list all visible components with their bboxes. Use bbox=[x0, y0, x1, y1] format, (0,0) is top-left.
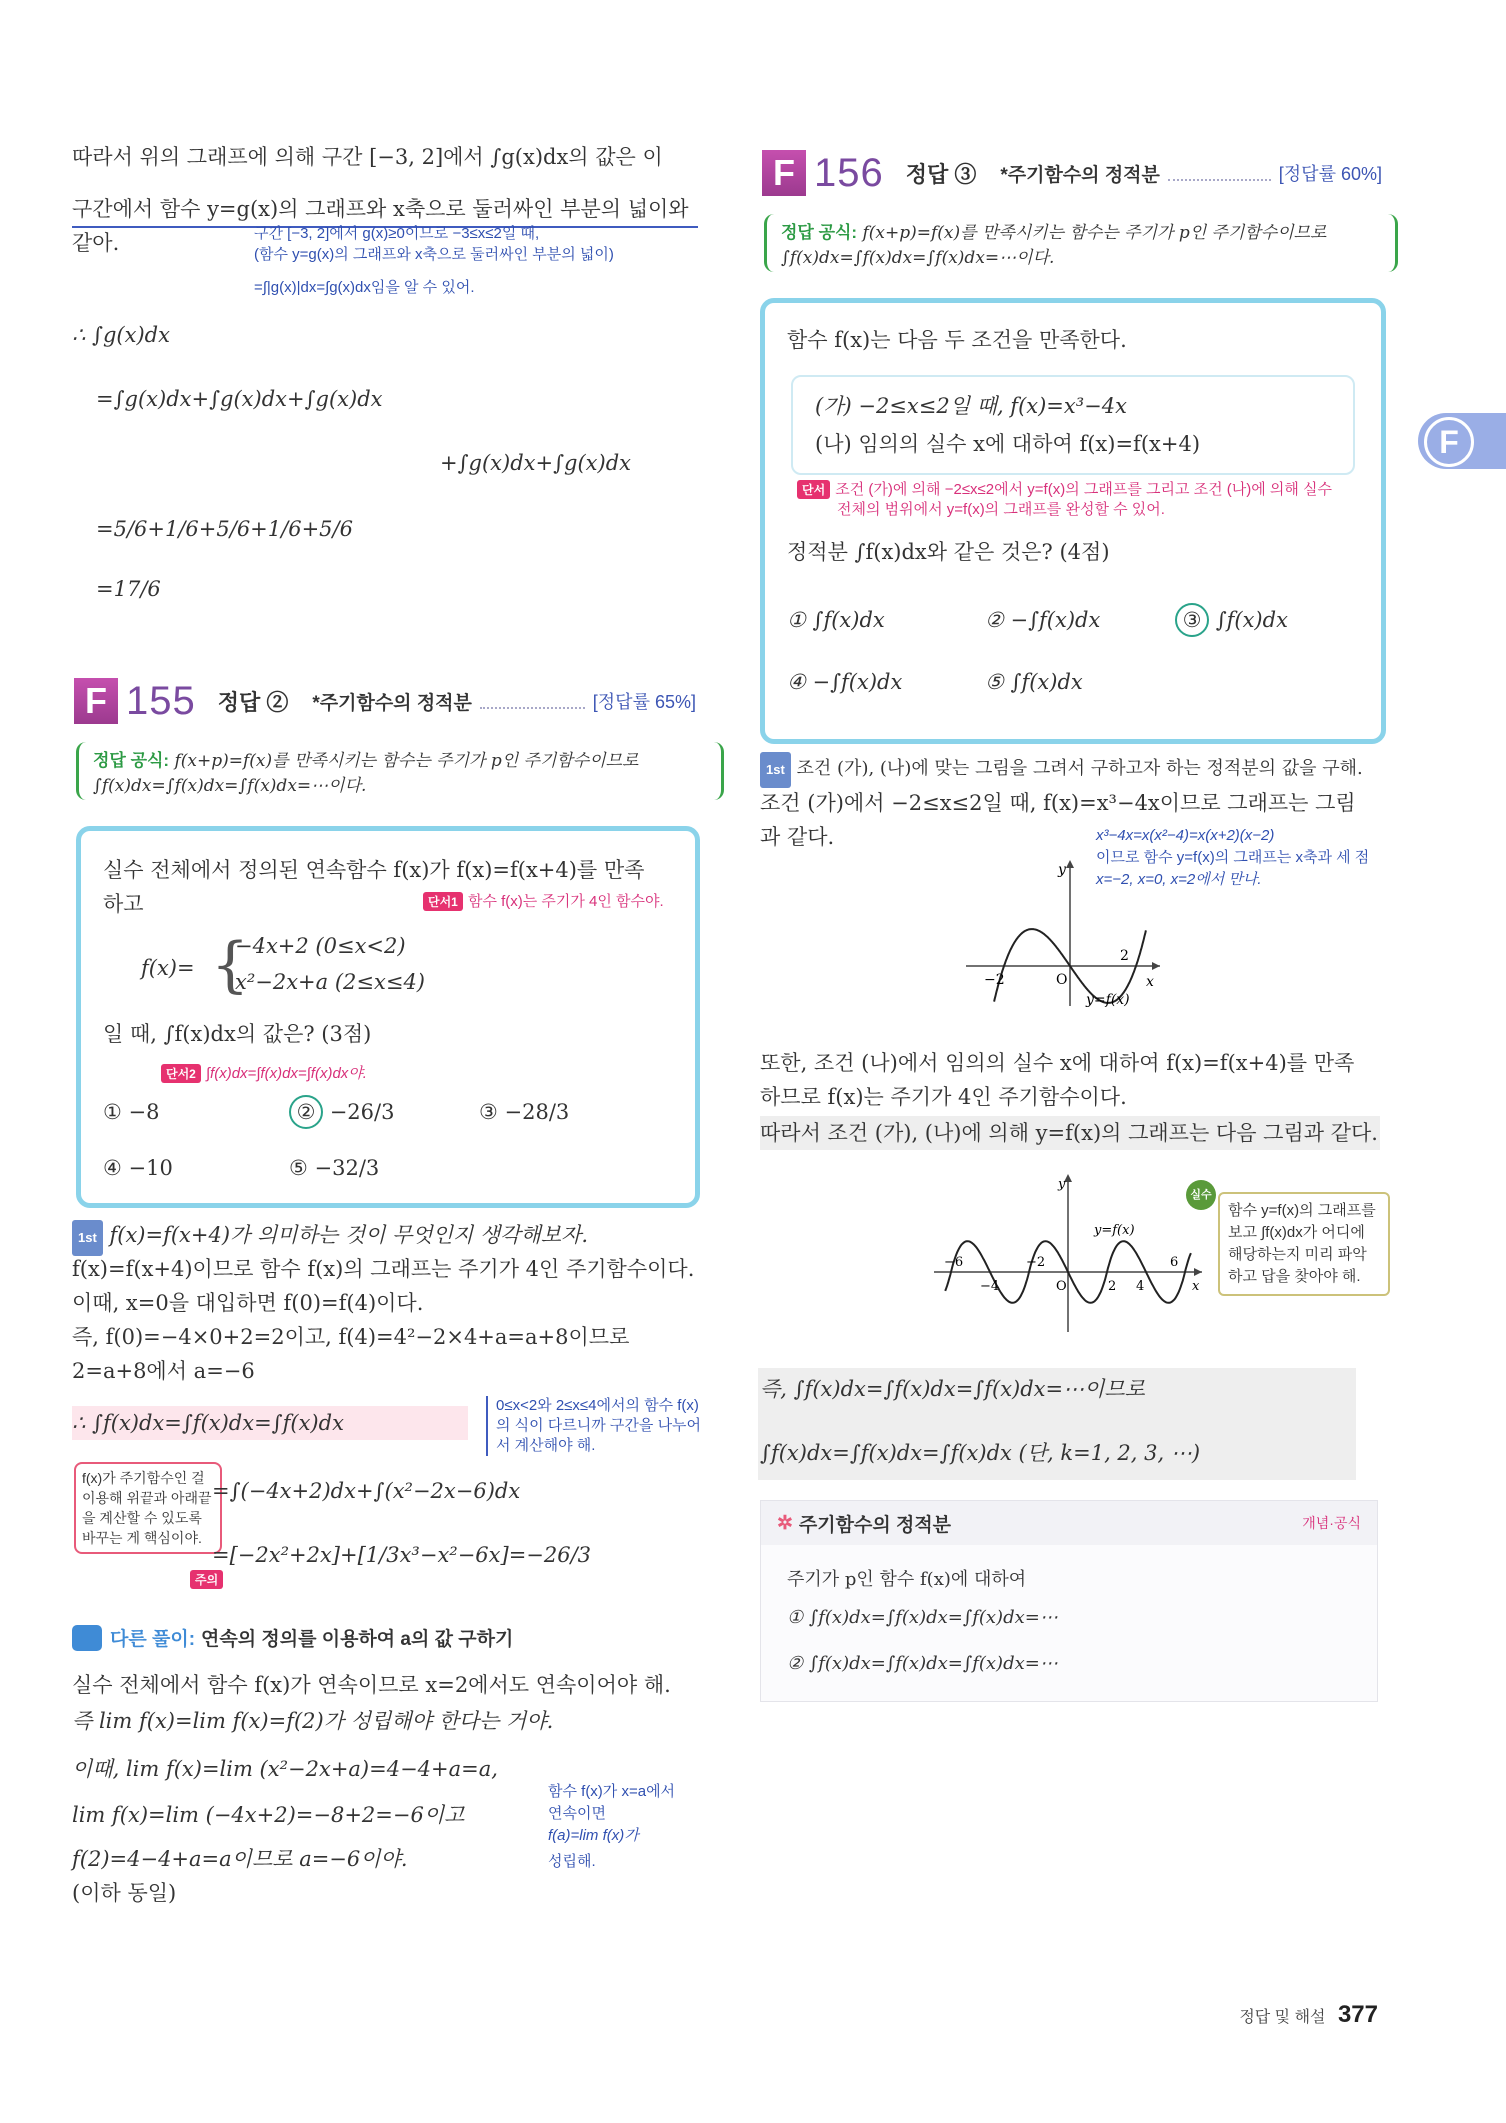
choice-2[interactable]: ② −∫f(x)dx bbox=[985, 608, 1101, 632]
problem-156-header bbox=[762, 148, 1382, 198]
choice-1[interactable]: ① −8 bbox=[103, 1100, 160, 1124]
hint-text-2: 전체의 범위에서 y=f(x)의 그래프를 완성할 수 있어. bbox=[837, 501, 1165, 518]
condition-box bbox=[791, 375, 1355, 475]
alt-line-3: 이때, lim f(x)=lim (x²−2x+a)=4−4+a=a, bbox=[72, 1757, 498, 1781]
alt-line-2: 즉 lim f(x)=lim f(x)=f(2)가 성립해야 한다는 거야. bbox=[72, 1709, 554, 1733]
solution-line-5: 2=a+8에서 a=−6 bbox=[72, 1359, 255, 1383]
hint-tag: 단서 bbox=[797, 480, 830, 499]
solution-line-7: 즉, ∫f(x)dx=∫f(x)dx=∫f(x)dx=⋯이므로 bbox=[760, 1377, 1145, 1401]
formula-label: 정답 공식: bbox=[781, 223, 858, 242]
intro-note-1: 구간 [−3, 2]에서 g(x)≥0이므로 −3≤x≤2일 때, bbox=[254, 225, 540, 242]
concept-tag: 개념·공식 bbox=[1302, 1515, 1361, 1531]
intro-line-1: 따라서 위의 그래프에 의해 구간 [−3, 2]에서 ∫g(x)dx의 값은 이 bbox=[72, 145, 663, 169]
problem-155-header bbox=[74, 676, 696, 726]
alt-line-1: 실수 전체에서 함수 f(x)가 연속이므로 x=2에서도 연속이어야 해. bbox=[72, 1673, 671, 1697]
solution-note-3: x=−2, x=0, x=2에서 만나. bbox=[1096, 871, 1262, 888]
solution-step-1 bbox=[760, 752, 1380, 788]
intro-note-2: (함수 y=g(x)의 그래프와 x축으로 둘러싸인 부분의 넓이) bbox=[254, 246, 614, 263]
x-axis-arrow bbox=[1152, 962, 1160, 970]
choice-1[interactable]: ① ∫f(x)dx bbox=[787, 608, 885, 632]
concept-line-3: ② ∫f(x)dx=∫f(x)dx=∫f(x)dx=⋯ bbox=[787, 1653, 1058, 1674]
answer-label: 정답 ③ bbox=[905, 161, 977, 187]
alt-solution-header bbox=[72, 1624, 513, 1651]
tick-6: 6 bbox=[1170, 1255, 1179, 1270]
warning-note: f(x)가 주기함수인 걸 이용해 위끝과 아래끝을 계산할 수 있도록 바꾸는 게 핵심이야. bbox=[74, 1462, 222, 1554]
problem-flag: F bbox=[74, 678, 118, 724]
tick-4: 4 bbox=[1136, 1279, 1145, 1294]
origin-label: O bbox=[1056, 1279, 1067, 1294]
problem-flag: F bbox=[762, 150, 806, 196]
y-label: y bbox=[1058, 862, 1066, 878]
puzzle-icon bbox=[72, 1625, 102, 1651]
solution-line-5: 하므로 f(x)는 주기가 4인 주기함수이다. bbox=[760, 1085, 1127, 1109]
formula-label: 정답 공식: bbox=[93, 751, 170, 770]
step-text: 조건 (가), (나)에 맞는 그림을 그려서 구하고자 하는 정적분의 값을 구해. bbox=[796, 758, 1363, 779]
hint-text: ∫f(x)dx=∫f(x)dx=∫f(x)dx야. bbox=[205, 1065, 367, 1082]
question-ask: 정적분 ∫f(x)dx와 같은 것은? (4점) bbox=[787, 540, 1110, 564]
step-tag: 1st bbox=[760, 752, 791, 788]
alt-line-4: lim f(x)=lim (−4x+2)=−8+2=−6이고 bbox=[72, 1803, 465, 1827]
alt-note-3: f(a)=lim f(x)가 bbox=[548, 1827, 639, 1844]
hint-tag: 단서2 bbox=[161, 1064, 201, 1083]
calc-line-5: =17/6 bbox=[96, 577, 161, 601]
formula-box-155 bbox=[76, 742, 724, 800]
step-tag: 1st bbox=[72, 1220, 103, 1256]
choice-5[interactable]: ⑤ −32/3 bbox=[289, 1156, 380, 1180]
correct-rate: [정답률 65%] bbox=[592, 692, 696, 712]
step-text: f(x)=f(x+4)가 의미하는 것이 무엇인지 생각해보자. bbox=[109, 1223, 588, 1247]
solution-line-7: =∫(−4x+2)dx+∫(x²−2x−6)dx bbox=[212, 1479, 521, 1503]
tick-2: 2 bbox=[1120, 948, 1129, 964]
hint-2 bbox=[161, 1063, 367, 1084]
hint-text: 함수 f(x)는 주기가 4인 함수야. bbox=[467, 893, 664, 910]
selected-answer-mark: ② bbox=[289, 1095, 323, 1129]
choice-4[interactable]: ④ −∫f(x)dx bbox=[787, 670, 903, 694]
silsu-badge: 실수 bbox=[1186, 1180, 1216, 1210]
concept-box bbox=[760, 1500, 1378, 1702]
choice-2[interactable] bbox=[289, 1095, 394, 1129]
tick-minus2: −2 bbox=[1026, 1255, 1046, 1270]
solution-line-8: ∫f(x)dx=∫f(x)dx=∫f(x)dx (단, k=1, 2, 3, ⋯) bbox=[760, 1441, 1201, 1465]
formula-line-2: ∫f(x)dx=∫f(x)dx=∫f(x)dx=⋯이다. bbox=[93, 776, 367, 796]
formula-box-156 bbox=[764, 214, 1398, 272]
question-box-156 bbox=[760, 298, 1386, 744]
tick-2: 2 bbox=[1108, 1279, 1117, 1294]
choice-2-text: −26/3 bbox=[329, 1100, 395, 1124]
hint-1 bbox=[423, 891, 664, 912]
solution-step-1 bbox=[72, 1218, 712, 1256]
intro-line-2: 구간에서 함수 y=g(x)의 그래프와 x축으로 둘러싸인 부분의 넓이와 bbox=[72, 192, 698, 228]
solution-line-3: 이때, x=0을 대입하면 f(0)=f(4)이다. bbox=[72, 1291, 424, 1315]
origin-label: O bbox=[1056, 972, 1068, 988]
condition-1: (가) −2≤x≤2일 때, f(x)=x³−4x bbox=[815, 394, 1127, 418]
formula-line-1: f(x+p)=f(x)를 만족시키는 함수는 주기가 p인 주기함수이므로 bbox=[174, 751, 639, 771]
x-label: x bbox=[1192, 1279, 1200, 1294]
topic-label: *주기함수의 정적분 bbox=[1000, 164, 1160, 186]
alt-title: 연속의 정의를 이용하여 a의 값 구하기 bbox=[201, 1629, 514, 1650]
alt-line-5: f(2)=4−4+a=a이므로 a=−6이야. bbox=[72, 1847, 408, 1871]
y-label: y bbox=[1058, 1177, 1066, 1192]
topic-label: *주기함수의 정적분 bbox=[312, 692, 472, 714]
page-footer bbox=[1239, 2001, 1378, 2029]
piece-2: x²−2x+a (2≤x≤4) bbox=[235, 970, 425, 994]
problem-number: 155 bbox=[126, 678, 196, 723]
curve-label: y=f(x) bbox=[1086, 992, 1130, 1008]
tick-minus2: −2 bbox=[984, 972, 1005, 988]
intro-note-3: =∫|g(x)|dx=∫g(x)dx임을 알 수 있어. bbox=[254, 279, 475, 296]
choice-3[interactable] bbox=[1175, 603, 1288, 637]
chapter-letter: F bbox=[1424, 417, 1474, 467]
formula-line-1: f(x+p)=f(x)를 만족시키는 함수는 주기가 p인 주기함수이므로 bbox=[862, 223, 1327, 243]
choice-3[interactable]: ③ −28/3 bbox=[479, 1100, 570, 1124]
question-line-2: 하고 bbox=[103, 892, 144, 916]
graph-periodic bbox=[930, 1172, 1210, 1342]
question-line-1: 함수 f(x)는 다음 두 조건을 만족한다. bbox=[787, 328, 1127, 352]
leader-dots bbox=[1168, 178, 1271, 181]
alt-note-2: 연속이면 bbox=[548, 1805, 606, 1822]
selected-answer-mark: ③ bbox=[1175, 603, 1209, 637]
x-label: x bbox=[1146, 974, 1154, 990]
leader-dots bbox=[480, 706, 585, 709]
solution-line-6: ∴ ∫f(x)dx=∫f(x)dx=∫f(x)dx bbox=[72, 1406, 468, 1440]
graph-cubic bbox=[960, 856, 1170, 1014]
piece-1: −4x+2 (0≤x<2) bbox=[235, 934, 406, 958]
tick-minus6: −6 bbox=[944, 1255, 964, 1270]
condition-2: (나) 임의의 실수 x에 대하여 f(x)=f(x+4) bbox=[815, 432, 1201, 456]
footer-label: 정답 및 해설 bbox=[1239, 2009, 1326, 2026]
star-icon: ✲ bbox=[777, 1512, 793, 1534]
piecewise-label: f(x)= bbox=[141, 956, 195, 980]
answer-label: 정답 ② bbox=[217, 689, 289, 715]
solution-line-8: =[−2x²+2x]+[1/3x³−x²−6x]=−26/3 bbox=[212, 1543, 592, 1567]
question-line-1: 실수 전체에서 정의된 연속함수 f(x)가 f(x)=f(x+4)를 만족 bbox=[103, 858, 645, 882]
solution-line-6: 따라서 조건 (가), (나)에 의해 y=f(x)의 그래프는 다음 그림과 같다. bbox=[760, 1116, 1380, 1150]
choice-3-text: ∫f(x)dx bbox=[1215, 608, 1288, 632]
solution-note: 0≤x<2와 2≤x≤4에서의 함수 f(x)의 식이 다르니까 구간을 나누어서 계산해야 해. bbox=[486, 1396, 710, 1456]
solution-line-3: 과 같다. bbox=[760, 825, 835, 849]
alt-note-1: 함수 f(x)가 x=a에서 bbox=[548, 1783, 676, 1800]
choice-4[interactable]: ④ −10 bbox=[103, 1156, 173, 1180]
hint bbox=[797, 479, 1367, 520]
calc-line-2: =∫g(x)dx+∫g(x)dx+∫g(x)dx bbox=[96, 387, 383, 411]
chapter-tab[interactable] bbox=[1418, 413, 1506, 469]
question-box-155 bbox=[76, 826, 700, 1208]
page-number: 377 bbox=[1337, 2001, 1378, 2028]
solution-line-4: 즉, f(0)=−4×0+2=2이고, f(4)=4²−2×4+a=a+8이므로 bbox=[72, 1325, 630, 1349]
solution-line-2: 조건 (가)에서 −2≤x≤2일 때, f(x)=x³−4x이므로 그래프는 그림 bbox=[760, 791, 1356, 815]
question-ask: 일 때, ∫f(x)dx의 값은? (3점) bbox=[103, 1022, 372, 1046]
choice-5[interactable]: ⑤ ∫f(x)dx bbox=[985, 670, 1083, 694]
curve-label: y=f(x) bbox=[1094, 1223, 1135, 1238]
alt-note-4: 성립해. bbox=[548, 1853, 596, 1870]
solution-note-2: 이므로 함수 y=f(x)의 그래프는 x축과 세 점 bbox=[1096, 849, 1370, 866]
solution-line-2: f(x)=f(x+4)이므로 함수 f(x)의 그래프는 주기가 4인 주기함수이다. bbox=[72, 1257, 695, 1281]
solution-line-4: 또한, 조건 (나)에서 임의의 실수 x에 대하여 f(x)=f(x+4)를 만족 bbox=[760, 1051, 1355, 1075]
alt-label: 다른 풀이: bbox=[110, 1629, 196, 1650]
calc-line-1: ∴ ∫g(x)dx bbox=[72, 323, 170, 347]
problem-number: 156 bbox=[814, 150, 884, 195]
hint-tag: 단서1 bbox=[423, 892, 463, 911]
calc-line-3: +∫g(x)dx+∫g(x)dx bbox=[440, 451, 631, 475]
warning-tag: 주의 bbox=[190, 1570, 223, 1589]
calc-line-4: =5/6+1/6+5/6+1/6+5/6 bbox=[96, 517, 353, 541]
concept-line-1: 주기가 p인 함수 f(x)에 대하여 bbox=[787, 1569, 1027, 1590]
alt-line-6: (이하 동일) bbox=[72, 1881, 177, 1905]
concept-header bbox=[761, 1501, 1377, 1545]
correct-rate: [정답률 60%] bbox=[1278, 164, 1382, 184]
x-axis-arrow bbox=[1194, 1268, 1202, 1276]
hint-text-1: 조건 (가)에 의해 −2≤x≤2에서 y=f(x)의 그래프를 그리고 조건 (나)에 의해 실수 bbox=[835, 481, 1333, 498]
y-axis-arrow bbox=[1066, 860, 1074, 868]
silsu-note: 함수 y=f(x)의 그래프를 보고 ∫f(x)dx가 어디에 해당하는지 미리 파악하고 답을 찾아야 해. bbox=[1218, 1192, 1390, 1296]
concept-line-2: ① ∫f(x)dx=∫f(x)dx=∫f(x)dx=⋯ bbox=[787, 1607, 1058, 1628]
solution-note-1: x³−4x=x(x²−4)=x(x+2)(x−2) bbox=[1096, 827, 1275, 844]
tick-minus4: −4 bbox=[980, 1279, 1000, 1294]
concept-title: 주기함수의 정적분 bbox=[798, 1514, 952, 1536]
intro-line-3: 같아. bbox=[72, 231, 120, 255]
brace-icon: { bbox=[211, 930, 250, 1000]
formula-line-2: ∫f(x)dx=∫f(x)dx=∫f(x)dx=⋯이다. bbox=[781, 248, 1055, 268]
